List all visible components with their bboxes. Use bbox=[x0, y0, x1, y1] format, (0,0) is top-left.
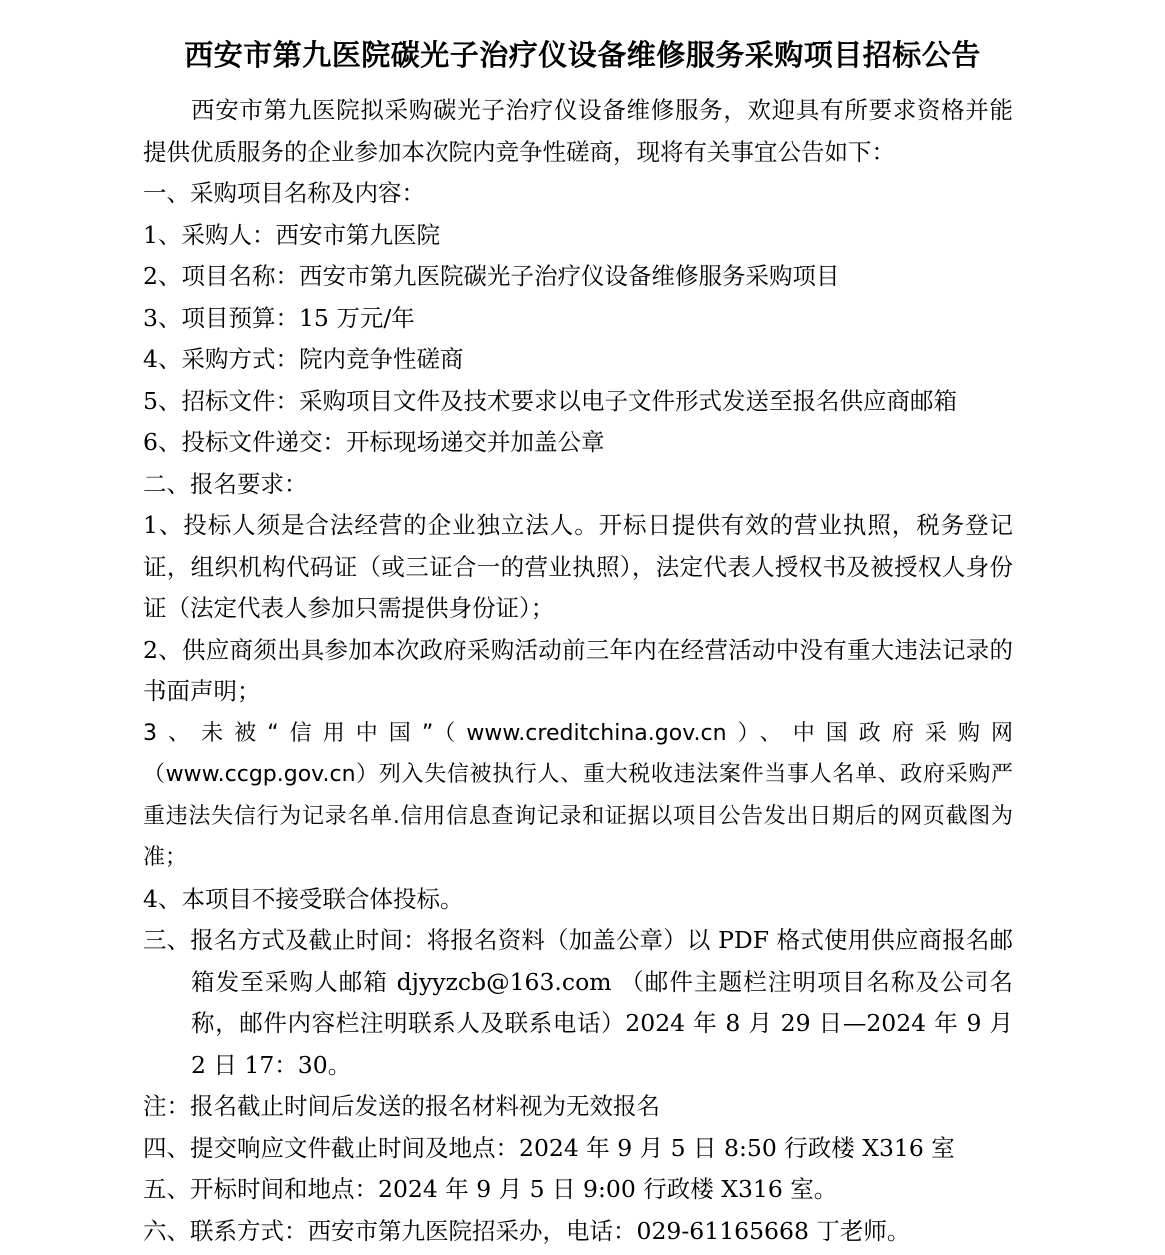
section-1-item: 3、项目预算：15 万元/年 bbox=[143, 303, 415, 332]
section-2-item-1: 1、投标人须是合法经营的企业独立法人。开标日提供有效的营业执照，税务登记证，组织机构代码证（或三证合一的营业执照），法定代表人授权书及被授权人身份证（法定代表人参加只需提供身份证）； bbox=[143, 511, 1013, 622]
document-title: 西安市第九医院碳光子治疗仪设备维修服务采购项目招标公告 bbox=[184, 38, 981, 72]
section-1-item: 6、投标文件递交：开标现场递交并加盖公章 bbox=[143, 428, 605, 456]
section-1-item: 1、采购人：西安市第九医院 bbox=[143, 220, 440, 249]
section-5-paragraph: 五、开标时间和地点：2024 年 9 月 5 日 9:00 行政楼 X316 室。 bbox=[143, 1175, 838, 1203]
intro-paragraph: 西安市第九医院拟采购碳光子治疗仪设备维修服务，欢迎具有所要求资格并能提供优质服务的企业参加本次院内竞争性磋商，现将有关事宜公告如下： bbox=[143, 96, 1013, 166]
note-paragraph: 注：报名截止时间后发送的报名材料视为无效报名 bbox=[143, 1092, 660, 1120]
section-2-item-3: 3、未被“信用中国”（www.creditchina.gov.cn）、中国政府采购网（www.ccgp.gov.cn）列入失信被执行人、重大税收违法案件当事人名单、政府采购严重违法失信行为记录名单.信用信息查询记录和证据以项目公告发出日期后的网页截图为准； bbox=[143, 720, 1013, 870]
section-1-heading: 一、采购项目名称及内容： bbox=[143, 179, 425, 207]
section-6-paragraph: 六、联系方式：西安市第九医院招采办，电话：029-61165668 丁老师。 bbox=[143, 1216, 911, 1245]
document-body bbox=[143, 90, 1013, 1252]
section-4-paragraph: 四、提交响应文件截止时间及地点：2024 年 9 月 5 日 8:50 行政楼 X316 室 bbox=[143, 1133, 955, 1162]
section-2-item-2: 2、供应商须出具参加本次政府采购活动前三年内在经营活动中没有重大违法记录的书面声明； bbox=[143, 635, 1013, 705]
section-1-item: 4、采购方式：院内竞争性磋商 bbox=[143, 345, 464, 373]
section-1-item: 2、项目名称：西安市第九医院碳光子治疗仪设备维修服务采购项目 bbox=[143, 262, 840, 290]
section-1-item: 5、招标文件：采购项目文件及技术要求以电子文件形式发送至报名供应商邮箱 bbox=[143, 386, 957, 415]
section-2-item-4: 4、本项目不接受联合体投标。 bbox=[143, 884, 464, 913]
section-2-heading: 二、报名要求： bbox=[143, 469, 308, 498]
section-3-paragraph: 三、报名方式及截止时间：将报名资料（加盖公章）以 PDF 格式使用供应商报名邮箱发至采购人邮箱 djyyzcb@163.com （邮件主题栏注明项目名称及公司名称，邮件内容栏注明联系人及联系电话）2024 年 8 月 29 日—2024 年 9 月 2 日 17：30。 bbox=[143, 926, 1013, 1079]
